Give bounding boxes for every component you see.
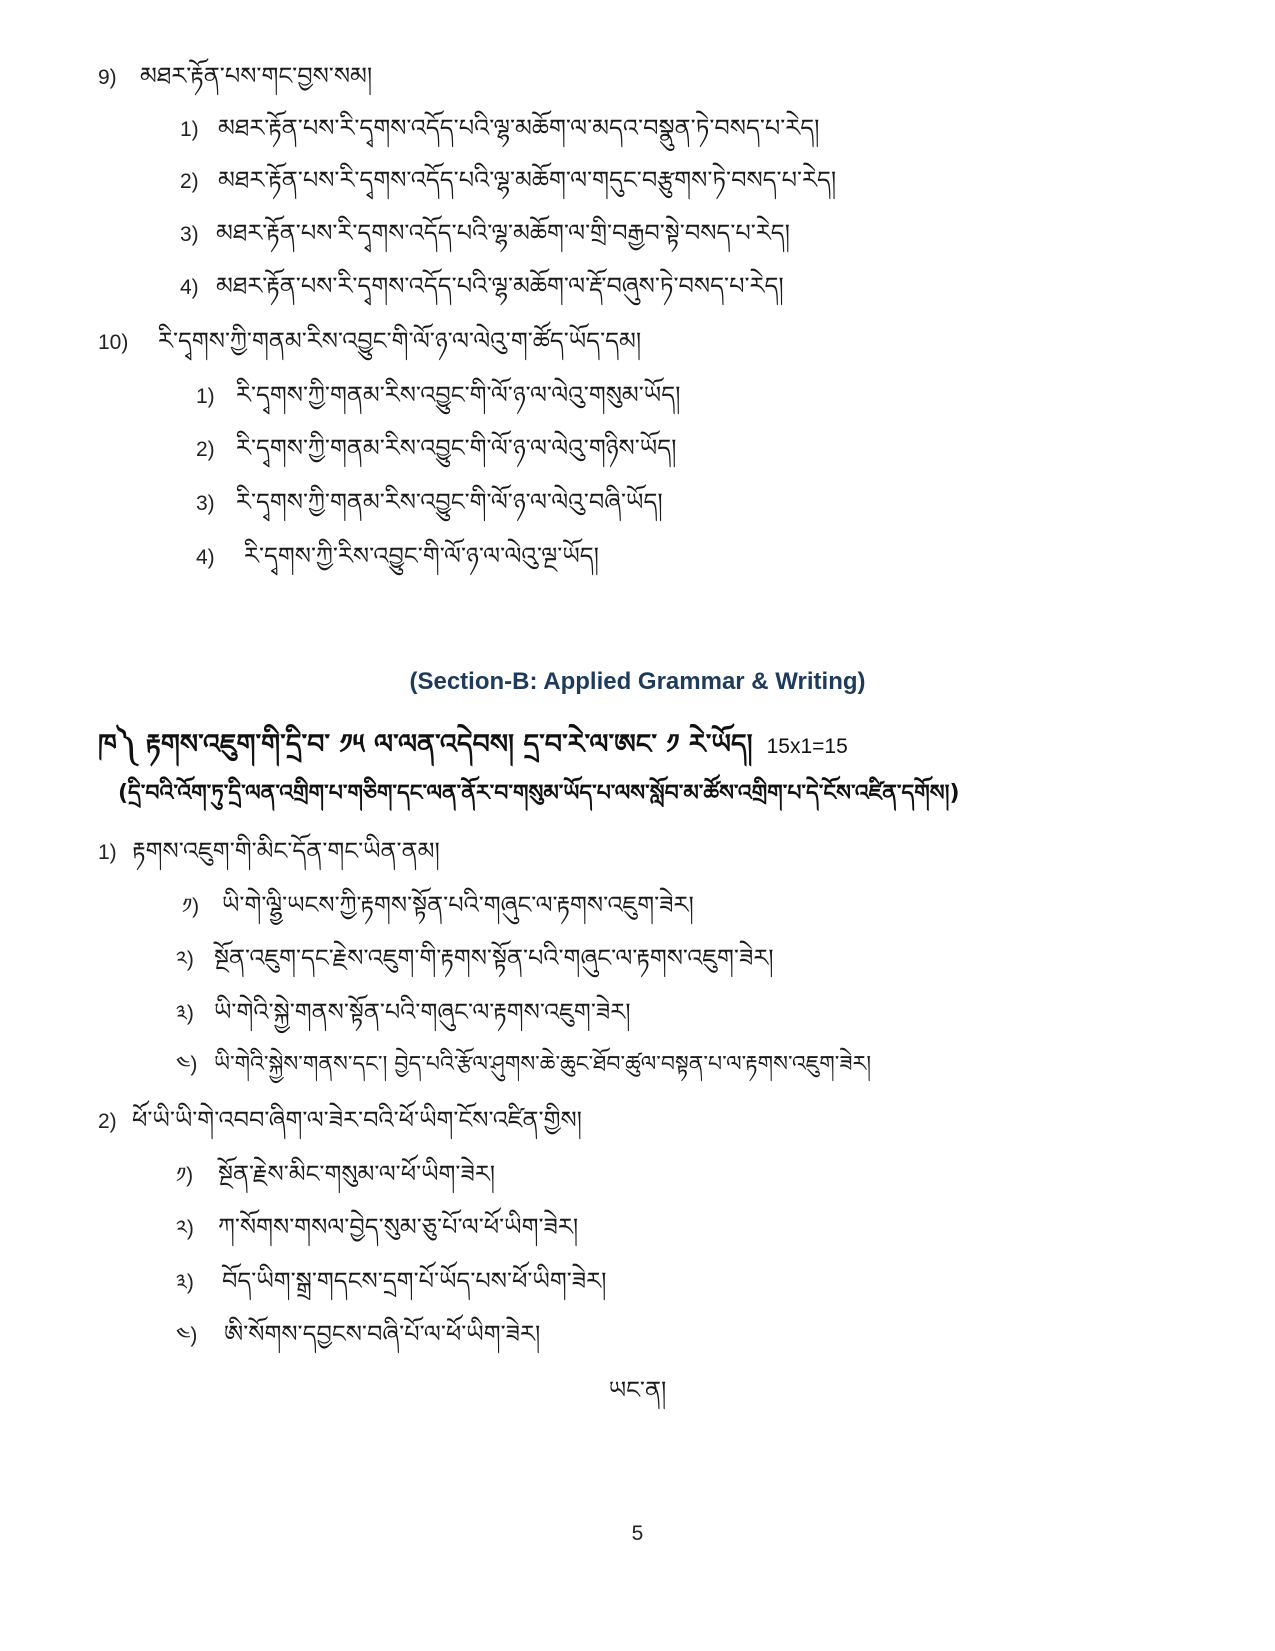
option-number: 2) bbox=[196, 438, 215, 461]
option-text: ཨི་སོགས་དབྱངས་བཞི་པོ་ལ་ཕོ་ཡིག་ཟེར། bbox=[224, 1320, 541, 1348]
option-text: མཐར་རྟོན་པས་རི་དྭགས་འདོད་པའི་ལྷ་མཆོག་ལ་མདའ་བསྣུན་ཏེ་བསད་པ་རེད། bbox=[218, 114, 820, 142]
question-number: 10) bbox=[98, 331, 129, 354]
option-number: 3) bbox=[180, 223, 199, 246]
option-number: 2) bbox=[180, 170, 199, 193]
option-text: སྔོན་འཇུག་དང་རྗེས་འཇུག་གི་རྟགས་སྟོན་པའི་གཞུང་ལ་རྟགས་འཇུག་ཟེར། bbox=[214, 944, 774, 972]
question-number: 9) bbox=[98, 66, 117, 89]
option-number: ༣) bbox=[176, 1002, 194, 1025]
q10-option-4 bbox=[196, 530, 599, 597]
option-number: ༢) bbox=[176, 1217, 194, 1240]
option-text: ཡི་གེའི་སྐྱེས་གནས་དང་། བྱེད་པའི་རྩོལ་ཤུགས་ཆེ་ཆུང་ཐོབ་ཚུལ་བསྟན་པ་ལ་རྟགས་འཇུག་ཟེར། bbox=[214, 1052, 872, 1077]
instruction-text: (དྲི་བའི་འོག་ཏུ་དྲི་ལན་འགྲིག་པ་གཅིག་དང་ལན་ནོར་བ་གསུམ་ཡོད་པ་ལས་སློབ་མ་ཚོས་འགྲིག་པ་དེ་ངོས་འཛིན་དགོས།) bbox=[118, 781, 960, 806]
option-text: སྔོན་རྗེས་མིང་གསུམ་ལ་ཕོ་ཡིག་ཟེར། bbox=[218, 1160, 496, 1188]
option-text: མཐར་རྟོན་པས་རི་དྭགས་འདོད་པའི་ལྷ་མཆོག་ལ་གྲི་བརྒྱབ་སྟེ་བསད་པ་རེད། bbox=[216, 219, 790, 247]
option-text: བོད་ཡིག་སྒྲ་གདངས་དྲག་པོ་ཡོད་པས་ཕོ་ཡིག་ཟེར། bbox=[222, 1267, 607, 1295]
continued-marker: ཡང་ན། bbox=[608, 1376, 667, 1404]
question-number: 1) bbox=[98, 841, 117, 864]
option-text: རི་དྭགས་ཀྱི་གནམ་རིས་འབྱུང་གི་ལོ་ཉ་ལ་ལེའུ་གསུམ་ཡོད། bbox=[236, 381, 681, 409]
option-number: 4) bbox=[196, 546, 215, 569]
option-number: 1) bbox=[196, 385, 215, 408]
option-number: ༡) bbox=[176, 1164, 194, 1187]
question-stem: མཐར་རྟོན་པས་གང་བྱས་སམ། bbox=[140, 62, 373, 90]
option-text: ཡི་གེ་ལྷྱི་ཡངས་ཀྱི་རྟགས་སྟོན་པའི་གཞུང་ལ་རྟགས་འཇུག་ཟེར། bbox=[222, 891, 694, 919]
option-number: ༢) bbox=[176, 948, 194, 971]
question-number: 2) bbox=[98, 1110, 117, 1133]
option-number: 3) bbox=[196, 492, 215, 515]
option-text: ཡི་གེའི་སྐྱེ་གནས་སྟོན་པའི་གཞུང་ལ་རྟགས་འཇུག་ཟེར། bbox=[214, 998, 631, 1026]
kq1-option-4 bbox=[176, 1039, 871, 1101]
part-instruction bbox=[118, 768, 960, 830]
question-stem: རི་དྭགས་ཀྱི་གནམ་རིས་འབྱུང་གི་ལོ་ཉ་ལ་ལེའུ་ག་ཚོད་ཡོད་དམ། bbox=[158, 327, 642, 355]
option-number: ༡) bbox=[182, 895, 200, 918]
marks-label: 15x1=15 bbox=[766, 735, 848, 758]
option-number: ༣) bbox=[176, 1271, 194, 1294]
option-text: མཐར་རྟོན་པས་རི་དྭགས་འདོད་པའི་ལྷ་མཆོག་ལ་རྡོ་བཞུས་ཏེ་བསད་པ་རེད། bbox=[216, 272, 784, 300]
option-text: རི་དྭགས་ཀྱི་གནམ་རིས་འབྱུང་གི་ལོ་ཉ་ལ་ལེའུ་བཞི་ཡོད། bbox=[236, 488, 663, 516]
section-title: (Section-B: Applied Grammar & Writing) bbox=[409, 668, 866, 695]
option-number: 1) bbox=[180, 118, 199, 141]
option-number: 4) bbox=[180, 276, 199, 299]
option-number: ༤) bbox=[176, 1053, 198, 1076]
option-text: མཐར་རྟོན་པས་རི་དྭགས་འདོད་པའི་ལྷ་མཆོག་ལ་གདུང་བརྩུགས་ཏེ་བསད་པ་རེད། bbox=[218, 166, 837, 194]
option-text: ཀ་སོགས་གསལ་བྱེད་སུམ་ཅུ་པོ་ལ་ཕོ་ཡིག་ཟེར། bbox=[218, 1213, 579, 1241]
page-number: 5 bbox=[631, 1522, 644, 1545]
part-heading-text: ཁ༽ རྟགས་འཇུག་གི་དྲི་བ་ ༡༥ ལ་ལན་འདེབས། དྲ་བ་རེ་ལ་ཨང་ ༡ རེ་ཡོད། bbox=[98, 729, 753, 760]
question-stem: རྟགས་འཇུག་གི་མིང་དོན་གང་ཡིན་ནམ། bbox=[132, 837, 440, 865]
question-stem: ཕོ་ཡི་ཡི་གེ་འབབ་ཞིག་ལ་ཟེར་བའི་ཕོ་ཡིག་ངོས་འཛིན་གྱིས། bbox=[132, 1106, 582, 1134]
option-text: རི་དྭགས་ཀྱི་རིས་འབྱུང་གི་ལོ་ཉ་ལ་ལེའུ་ལྔ་ཡོད། bbox=[244, 542, 599, 570]
option-number: ༤) bbox=[176, 1324, 198, 1347]
option-text: རི་དྭགས་ཀྱི་གནམ་རིས་འབྱུང་གི་ལོ་ཉ་ལ་ལེའུ་གཉིས་ཡོད། bbox=[236, 434, 677, 462]
